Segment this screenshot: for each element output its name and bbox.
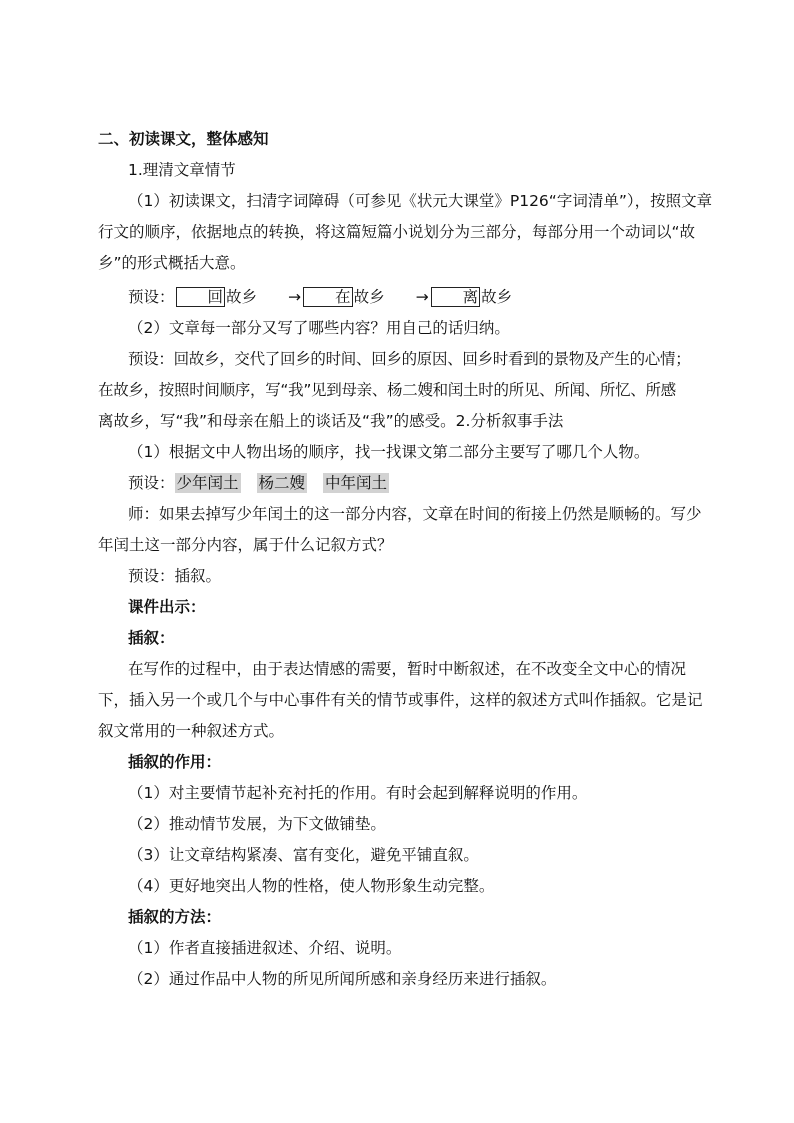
effects-title: 插叙的作用： [128, 753, 222, 771]
preset-label: 预设： [128, 474, 175, 492]
answer-2-line-2: 在故乡，按照时间顺序，写“我”见到母亲、杨二嫂和闰土时的所见、所闻、所忆、所感 [98, 381, 676, 399]
answer-2-line-1: 预设：回故乡，交代了回乡的时间、回乡的原因、回乡时看到的景物及产生的心情； [128, 350, 691, 368]
section-heading: 二、初读课文，整体感知 [98, 130, 269, 148]
subsection-title: 1.理清文章情节 [128, 161, 236, 179]
verb-box-1: 回 [176, 287, 226, 307]
methods-title: 插叙的方法： [128, 908, 222, 926]
verb-box-2: 在 [303, 287, 353, 307]
character-tag: 中年闰土 [325, 474, 388, 492]
answer-2-line-3: 离故乡，写“我”和母亲在船上的谈话及“我”的感受。2.分析叙事手法 [98, 412, 564, 430]
preset-flow [98, 282, 716, 313]
document-body [98, 124, 716, 995]
method-item: （1）作者直接插进叙述、介绍、说明。 [128, 939, 402, 957]
effect-item: （3）让文章结构紧凑、富有变化，避免平铺直叙。 [128, 846, 479, 864]
teacher-question: 师：如果去掉写少年闰土的这一部分内容，文章在时间的衔接上仍然是顺畅的。写少年闰土这一部分内容，属于什么记叙方式？ [98, 505, 702, 554]
flow-text-1: 故乡 [226, 288, 258, 306]
character-tag: 杨二嫂 [258, 474, 306, 492]
flow-text-2: 故乡 [353, 288, 385, 306]
effect-item: （1）对主要情节起补充衬托的作用。有时会起到解释说明的作用。 [128, 784, 588, 802]
arrow-icon: → [288, 288, 302, 306]
answer-insert: 预设：插叙。 [128, 567, 222, 585]
character-tag: 少年闰土 [176, 474, 239, 492]
definition-title: 插叙： [128, 629, 175, 647]
method-item: （2）通过作品中人物的所见所闻所感和亲身经历来进行插叙。 [128, 970, 557, 988]
verb-box-3: 离 [431, 287, 481, 307]
preset-characters [98, 468, 716, 499]
definition-text: 在写作的过程中，由于表达情感的需要，暂时中断叙述，在不改变全文中心的情况下，插入另一个或几个与中心事件有关的情节或事件，这样的叙述方式叫作插叙。它是记叙文常用的一种叙述方式。 [98, 660, 703, 740]
question-3: （1）根据文中人物出场的顺序，找一找课文第二部分主要写了哪几个人物。 [128, 443, 650, 461]
question-2: （2）文章每一部分又写了哪些内容？用自己的话归纳。 [128, 319, 510, 337]
question-1: （1）初读课文，扫清字词障碍（可参见《状元大课堂》P126“字词清单”），按照文章行文的顺序，依据地点的转换，将这篇短篇小说划分为三部分，每部分用一个动词以“故乡”的形式概括大意。 [98, 192, 713, 272]
flow-text-3: 故乡 [481, 288, 513, 306]
courseware-label: 课件出示： [128, 598, 206, 616]
preset-label: 预设： [128, 288, 175, 306]
effect-item: （2）推动情节发展，为下文做铺垫。 [128, 815, 386, 833]
effect-item: （4）更好地突出人物的性格，使人物形象生动完整。 [128, 877, 495, 895]
arrow-icon: → [415, 288, 429, 306]
